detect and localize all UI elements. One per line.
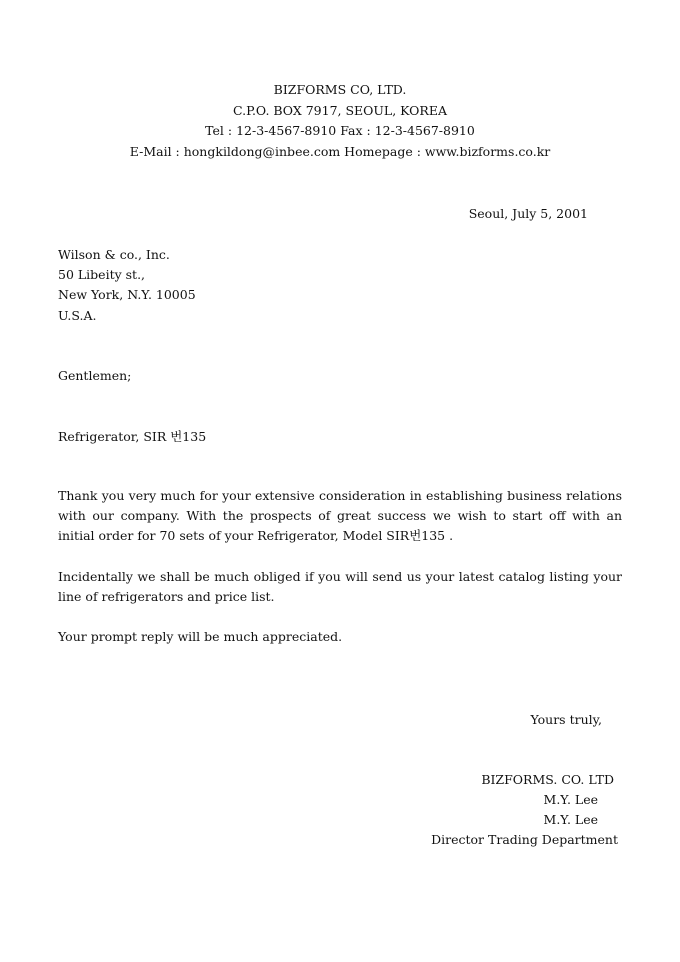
- closing: Yours truly,: [530, 712, 602, 727]
- recipient-city: New York, N.Y. 10005: [58, 287, 196, 302]
- signature-company: BIZFORMS. CO. LTD: [481, 772, 614, 787]
- signature-block: [431, 770, 618, 850]
- letterhead-phone-fax: Tel : 12-3-4567-8910 Fax : 12-3-4567-8910: [205, 123, 475, 138]
- letterhead-address: C.P.O. BOX 7917, SEOUL, KOREA: [232, 103, 447, 118]
- recipient-name: Wilson & co., Inc.: [58, 247, 170, 262]
- body-paragraph-1: Thank you very much for your extensive consideration in establishing business relations with our company. With the prospects of great success we wish to start off with an initial order for 70 sets of your Refrigerator, Model SIR번135 .: [58, 488, 622, 543]
- letterhead-company: BIZFORMS CO, LTD.: [273, 82, 407, 97]
- recipient-country: U.S.A.: [58, 308, 97, 323]
- letterhead-email-homepage: E-Mail : hongkildong@inbee.com Homepage : www.bizforms.co.kr: [129, 144, 551, 159]
- subject-line: Refrigerator, SIR 번135: [58, 429, 207, 444]
- body-paragraph-2: Incidentally we shall be much obliged if you will send us your latest catalog listing your line of refrigerators and price list.: [58, 569, 622, 604]
- signature-name-1: M.Y. Lee: [543, 792, 598, 807]
- body-paragraph-3: Your prompt reply will be much appreciated.: [58, 629, 343, 644]
- salutation: Gentlemen;: [58, 368, 132, 383]
- signature-name-2: M.Y. Lee: [543, 812, 598, 827]
- letter-date: Seoul, July 5, 2001: [468, 206, 588, 221]
- recipient-street: 50 Libeity st.,: [58, 267, 146, 282]
- signature-title: Director Trading Department: [431, 832, 618, 847]
